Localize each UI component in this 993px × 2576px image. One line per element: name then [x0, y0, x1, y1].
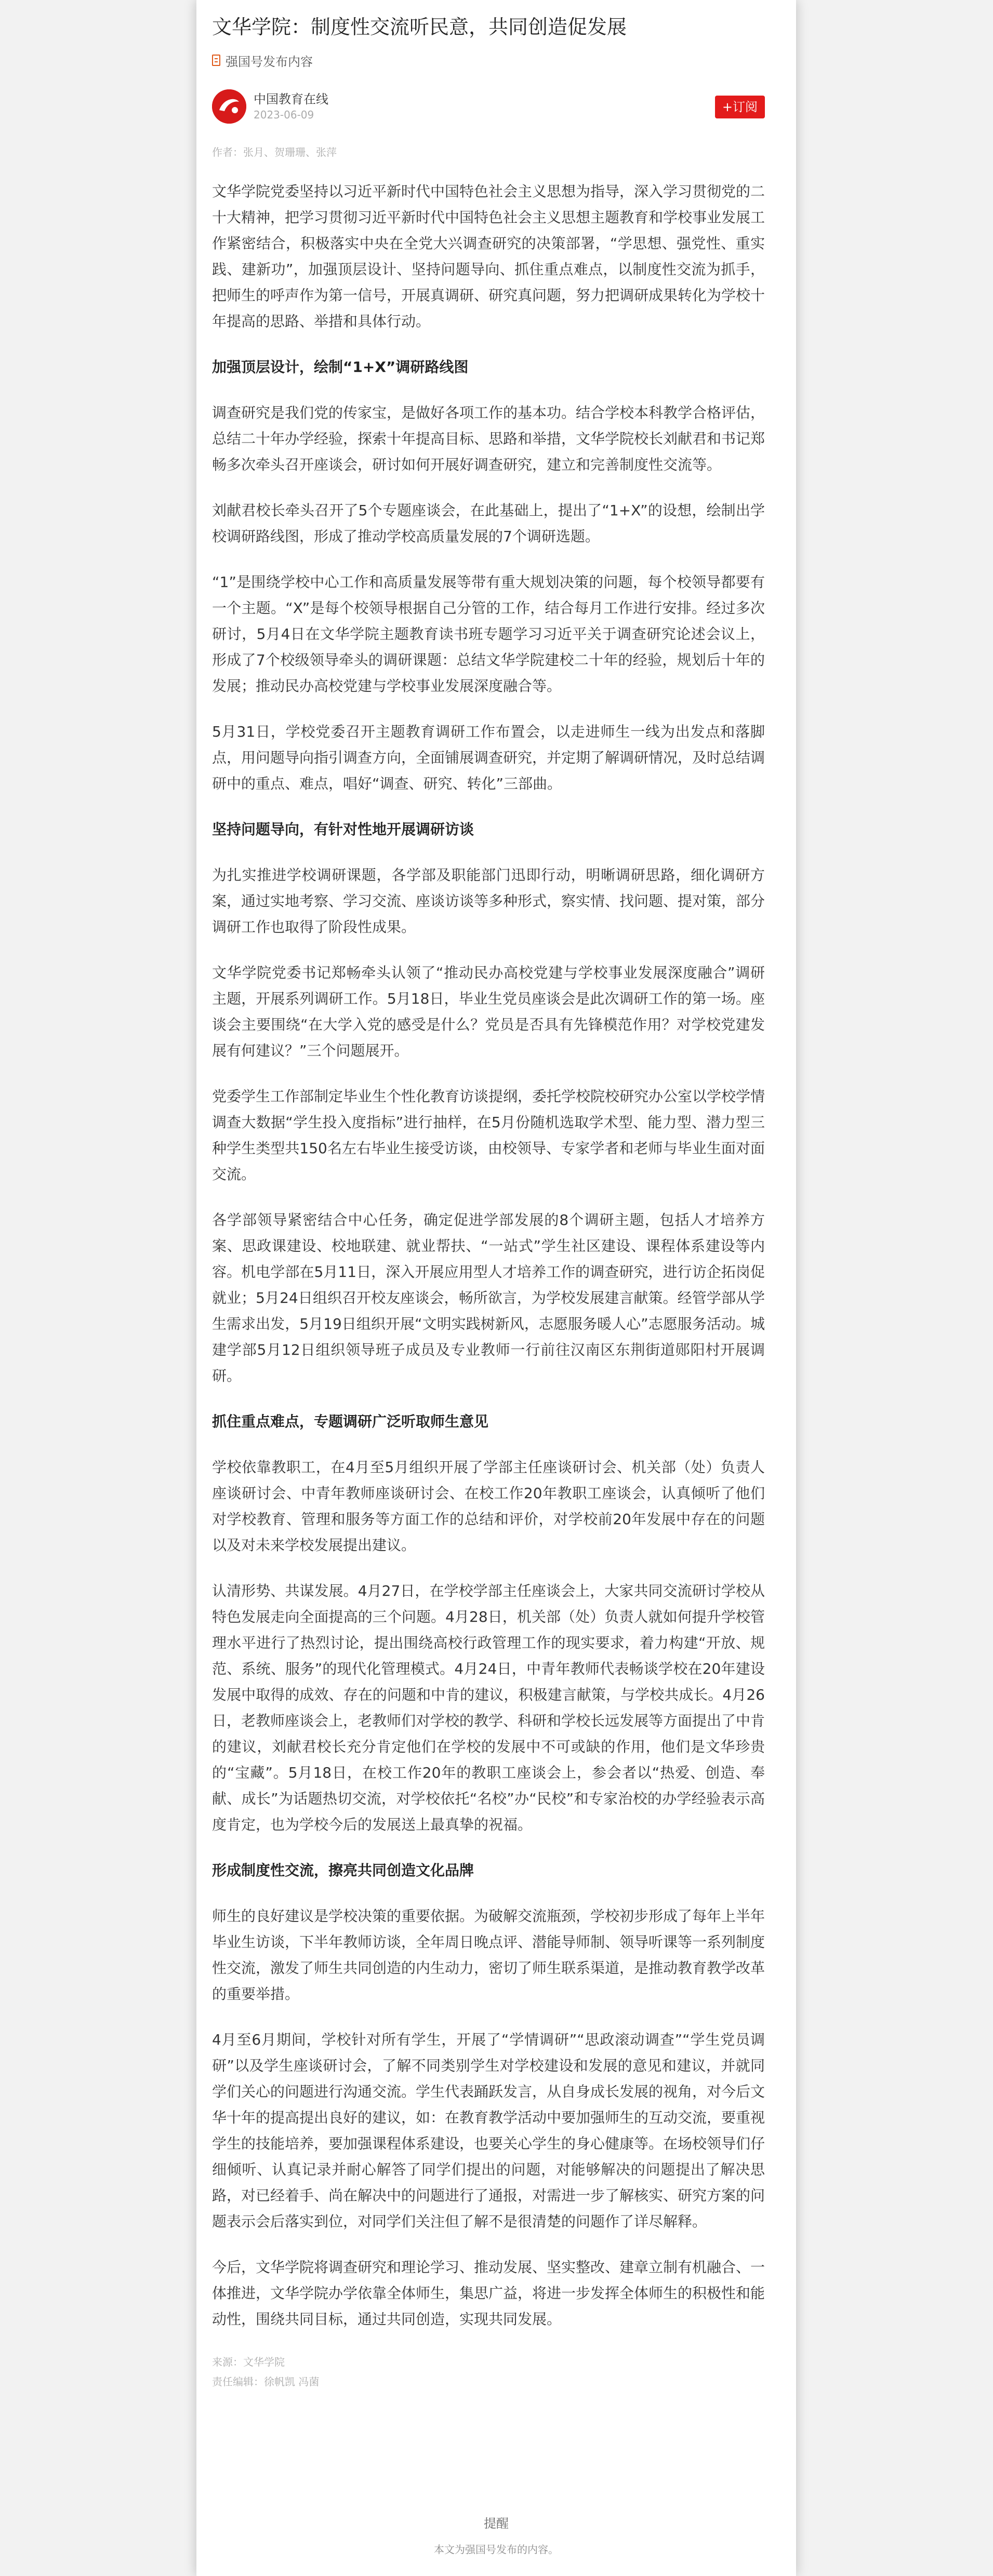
source-tag[interactable] [212, 51, 780, 70]
section-heading: 形成制度性交流，擦亮共同创造文化品牌 [212, 1862, 474, 1879]
article-paragraph: 为扎实推进学校调研课题，各学部及职能部门迅即行动，明晰调研思路，细化调研方案，通过实地考察、学习交流、座谈访谈等多种形式，察实情、找问题、提对策，部分调研工作也取得了阶段性成果。 [212, 866, 765, 936]
article-paragraph: 文华学院党委坚持以习近平新时代中国特色社会主义思想为指导，深入学习贯彻党的二十大精神，把学习贯彻习近平新时代中国特色社会主义思想主题教育和学校事业发展工作紧密结合，积极落实中央在全党大兴调查研究的决策部署，“学思想、强党性、重实践、建新功”，加强顶层设计、坚持问题导向、抓住重点难点，以制度性交流为抓手，把师生的呼声作为第一信号，开展真调研、研究真问题，努力把调研成果转化为学校十年提高的思路、举措和具体行动。 [212, 183, 765, 330]
subscribe-button[interactable]: +订阅 [715, 96, 765, 118]
article-paragraph: 学校依靠教职工，在4月至5月组织开展了学部主任座谈研讨会、机关部（处）负责人座谈研讨会、中青年教师座谈研讨会、在校工作20年教职工座谈会，认真倾听了他们对学校教育、管理和服务等方面工作的总结和评价，对学校前20年发展中存在的问题以及对未来学校发展提出建议。 [212, 1459, 765, 1554]
article-body [212, 179, 780, 2332]
article-paragraph: 各学部领导紧密结合中心任务，确定促进学部发展的8个调研主题，包括人才培养方案、思政课建设、校地联建、就业帮扶、“一站式”学生社区建设、课程体系建设等内容。机电学部在5月11日，深入开展应用型人才培养工作的调查研究，进行访企拓岗促就业；5月24日组织召开校友座谈会，畅所欲言，为学校发展建言献策。经管学部从学生需求出发，5月19日组织开展“文明实践树新风，志愿服务暖人心”志愿服务活动。城建学部5月12日组织领导班子成员及专业教师一行前往汉南区东荆街道郧阳村开展调研。 [212, 1211, 765, 1384]
article-paragraph: “1”是围绕学校中心工作和高质量发展等带有重大规划决策的问题，每个校领导都要有一个主题。“X”是每个校领导根据自己分管的工作，结合每月工作进行安排。经过多次研讨，5月4日在文华学院主题教育读书班专题学习习近平关于调查研究论述会议上，形成了7个校级领导牵头的调研课题：总结文华学院建校二十年的经验，规划后十年的发展；推动民办高校党建与学校事业发展深度融合等。 [212, 573, 765, 695]
article-paragraph: 党委学生工作部制定毕业生个性化教育访谈提纲，委托学校院校研究办公室以学校学情调查大数据“学生投入度指标”进行抽样，在5月份随机选取学术型、能力型、潜力型三种学生类型共150名左右毕业生接受访谈，由校领导、专家学者和老师与毕业生面对面交流。 [212, 1088, 765, 1183]
disclaimer-title: 提醒 [484, 2516, 509, 2531]
article-authors: 作者：张月、贺珊珊、张萍 [212, 146, 337, 158]
article-paragraph: 文华学院党委书记郑畅牵头认领了“推动民办高校党建与学校事业发展深度融合”调研主题，开展系列调研工作。5月18日，毕业生党员座谈会是此次调研工作的第一场。座谈会主要围绕“在大学入党的感受是什么？党员是否具有先锋模范作用？对学校党建发展有何建议？”三个问题展开。 [212, 964, 765, 1059]
article-paragraph: 刘献君校长牵头召开了5个专题座谈会，在此基础上，提出了“1+X”的设想，绘制出学校调研路线图，形成了推动学校高质量发展的7个调研选题。 [212, 502, 765, 545]
article-footer-meta [212, 2352, 780, 2392]
publish-date: 2023-06-09 [254, 109, 314, 121]
source-tag-label: 强国号发布内容 [226, 54, 313, 69]
avatar[interactable] [212, 89, 246, 124]
section-heading: 坚持问题导向，有针对性地开展调研访谈 [212, 821, 474, 838]
article-paragraph: 5月31日，学校党委召开主题教育调研工作布置会，以走进师生一线为出发点和落脚点，用问题导向指引调查方向，全面铺展调查研究，并定期了解调研情况，及时总结调研中的重点、难点，唱好“调查、研究、转化”三部曲。 [212, 723, 765, 792]
article-paragraph: 调查研究是我们党的传家宝，是做好各项工作的基本功。结合学校本科教学合格评估，总结二十年办学经验，探索十年提高目标、思路和举措，文华学院校长刘献君和书记郑畅多次牵头召开座谈会，研讨如何开展好调查研究，建立和完善制度性交流等。 [212, 404, 765, 473]
publisher-meta [254, 91, 328, 122]
article-page [196, 0, 796, 2576]
disclaimer [196, 2513, 796, 2559]
article-paragraph: 师生的良好建议是学校决策的重要依据。为破解交流瓶颈，学校初步形成了每年上半年毕业生访谈，下半年教师访谈，全年周日晚点评、潜能导师制、领导听课等一系列制度性交流，激发了师生共同创造的内生动力，密切了师生联系渠道，是推动教育教学改革的重要举措。 [212, 1907, 765, 2003]
publisher-name[interactable]: 中国教育在线 [254, 92, 328, 106]
document-icon [212, 55, 220, 66]
article-container [212, 0, 780, 2392]
article-paragraph: 今后，文华学院将调查研究和理论学习、推动发展、坚实整改、建章立制有机融合、一体推进，文华学院办学依靠全体师生，集思广益，将进一步发挥全体师生的积极性和能动性，围绕共同目标，通过共同创造，实现共同发展。 [212, 2259, 765, 2328]
disclaimer-text: 本文为强国号发布的内容。 [434, 2543, 559, 2556]
publisher-logo-icon [212, 89, 246, 124]
section-heading: 加强顶层设计，绘制“1+X”调研路线图 [212, 358, 469, 376]
article-title: 文华学院：制度性交流听民意，共同创造促发展 [212, 16, 627, 38]
article-paragraph: 认清形势、共谋发展。4月27日，在学校学部主任座谈会上，大家共同交流研讨学校从特色发展走向全面提高的三个问题。4月28日，机关部（处）负责人就如何提升学校管理水平进行了热烈讨论，提出围绕高校行政管理工作的现实要求，着力构建“开放、规范、系统、服务”的现代化管理模式。4月24日，中青年教师代表畅谈学校在20年建设发展中取得的成效、存在的问题和中肯的建议，积极建言献策，与学校共成长。4月26日，老教师座谈会上，老教师们对学校的教学、科研和学校长远发展等方面提出了中肯的建议，刘献君校长充分肯定他们在学校的发展中不可或缺的作用，他们是文华珍贵的“宝藏”。5月18日，在校工作20年的教职工座谈会上，参会者以“热爱、创造、奉献、成长”为话题热切交流，对学校依托“名校”办“民校”和专家治校的办学经验表示高度肯定，也为学校今后的发展送上最真挚的祝福。 [212, 1582, 765, 1833]
editor-line: 责任编辑：徐帆凯 冯菌 [212, 2375, 320, 2388]
publisher-row [212, 88, 780, 125]
article-paragraph: 4月至6月期间，学校针对所有学生，开展了“学情调研”“思政滚动调查”“学生党员调研”以及学生座谈研讨会，了解不同类别学生对学校建设和发展的意见和建议，并就同学们关心的问题进行沟通交流。学生代表踊跃发言，从自身成长发展的视角，对今后文华十年的提高提出良好的建议，如：在教育教学活动中要加强师生的互动交流，要重视学生的技能培养，要加强课程体系建设，也要关心学生的身心健康等。在场校领导们仔细倾听、认真记录并耐心解答了同学们提出的问题，对能够解决的问题提出了解决思路，对已经着手、尚在解决中的问题进行了通报，对需进一步了解核实、研究方案的问题表示会后落实到位，对同学们关注但了解不是很清楚的问题作了详尽解释。 [212, 2031, 765, 2230]
source-line: 来源：文华学院 [212, 2356, 285, 2368]
section-heading: 抓住重点难点，专题调研广泛听取师生意见 [212, 1413, 489, 1430]
